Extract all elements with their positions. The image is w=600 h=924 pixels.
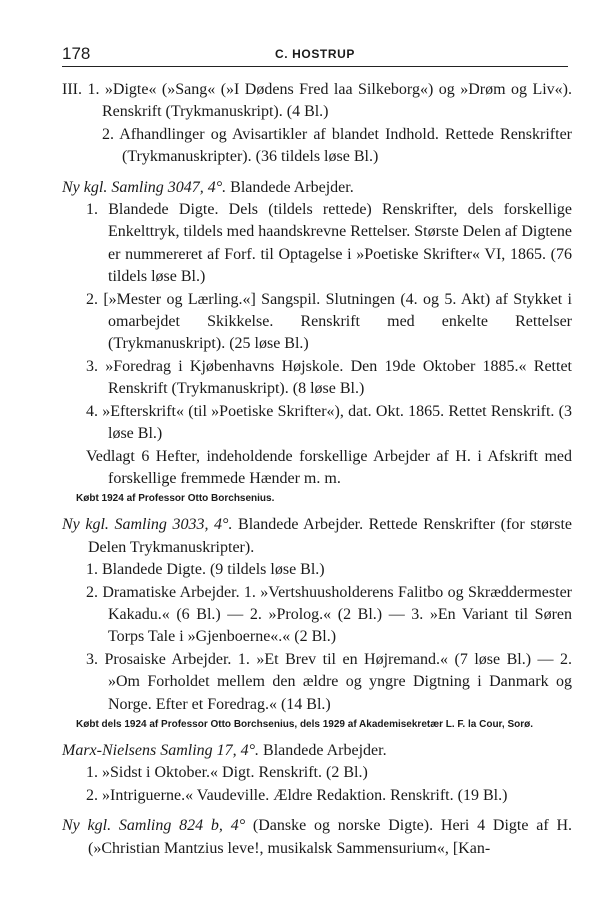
entry-item: 2. »Intriguerne.« Vaudeville. Ældre Redaktion. Renskrift. (19 Bl.) — [86, 786, 508, 804]
entry-item: 4. »Efterskrift« (til »Poetiske Skrifter«), dat. Okt. 1865. Rettet Renskrift. (3 løse Bl.) — [86, 402, 572, 443]
catalogue-entry — [62, 815, 572, 860]
collection-name: Ny kgl. Samling 3047, 4°. — [62, 178, 227, 196]
catalogue-entry — [62, 177, 572, 507]
entry-description: Blandede Arbejder. Rettede Renskrifter (for største Delen Trykmanuskripter). — [88, 516, 572, 556]
book-page — [62, 44, 572, 868]
roman-item-1: III. 1. »Digte« (»Sang« (»I Dødens Fred laa Silkeborg«) og »Drøm og Liv«). Renskrift (Trykmanuskript). (4 Bl.) — [62, 81, 572, 121]
catalogue-entry — [62, 514, 572, 732]
provenance-note: Købt dels 1924 af Professor Otto Borchsenius, dels 1929 af Akademisekretær L. F. la Cour, Sorø. — [76, 718, 534, 730]
entry-description: Blandede Arbejder. — [226, 178, 354, 196]
entry-heading — [62, 177, 572, 199]
catalogue-entry — [62, 740, 572, 807]
entry-item: 3. »Foredrag i Kjøbenhavns Højskole. Den 19de Oktober 1885.« Rettet Renskrift (Trykmanuskript). (8 løse Bl.) — [86, 357, 572, 398]
entry-heading — [62, 514, 572, 559]
entry-item: 2. Dramatiske Arbejder. 1. »Vertshuusholderens Falitbo og Skræddermester Kakadu.« (6 Bl.) — 2. »Prolog.« (2 Bl.) — 3. »En Variant til Søren Torps Tale i »Gjenboerne«.« (2 Bl.) — [86, 583, 572, 646]
page-body — [62, 79, 572, 860]
entry-item: 3. Prosaiske Arbejder. 1. »Et Brev til en Højremand.« (7 løse Bl.) — 2. »Om Forholdet mellem den ældre og yngre Digtning i Danmark og Norge. Efter et Foredrag.« (14 Bl.) — [86, 650, 572, 713]
collection-name: Ny kgl. Samling 3033, 4°. — [62, 516, 233, 534]
entry-item: 2. [»Mester og Lærling.«] Sangspil. Slutningen (4. og 5. Akt) af Stykket i omarbejdet Skikkelse. Renskrift med enkelte Rettelser (Trykmanuskript). (25 løse Bl.) — [86, 290, 572, 353]
collection-name: Ny kgl. Samling 824 b, 4° — [62, 817, 246, 835]
provenance-note: Købt 1924 af Professor Otto Borchsenius. — [76, 493, 275, 505]
roman-section — [62, 79, 572, 169]
entry-description: (Danske og norske Digte). Heri 4 Digte af H. (»Christian Mantzius leve!, musikalsk Sammensurium«, [Kan- — [88, 817, 572, 857]
entry-heading — [62, 740, 572, 762]
entry-item: 1. Blandede Digte. Dels (tildels rettede) Renskrifter, dels forskellige Enkelttryk, tildels med haandskrevne Rettelser. Største Delen af Digtene er nummereret af Forf. til Optagelse i »Poetiske Skrifter« VI, 1865. (76 tildels løse Bl.) — [86, 201, 572, 286]
collection-name: Marx-Nielsens Samling 17, 4°. — [62, 741, 260, 759]
roman-item-2: 2. Afhandlinger og Avisartikler af blandet Indhold. Rettede Renskrifter (Trykmanuskripter). (36 tildels løse Bl.) — [102, 125, 572, 166]
running-head — [62, 44, 568, 67]
entry-item: 1. »Sidst i Oktober.« Digt. Renskrift. (2 Bl.) — [86, 764, 368, 782]
running-title: C. HOSTRUP — [274, 47, 355, 61]
entry-heading — [62, 815, 572, 860]
entry-item: 1. Blandede Digte. (9 tildels løse Bl.) — [86, 561, 325, 579]
entry-description: Blandede Arbejder. — [259, 741, 387, 759]
entry-note: Vedlagt 6 Hefter, indeholdende forskellige Arbejder af H. i Afskrift med forskellige fremmede Hænder m. m. — [86, 447, 572, 487]
page-number: 178 — [62, 44, 91, 63]
